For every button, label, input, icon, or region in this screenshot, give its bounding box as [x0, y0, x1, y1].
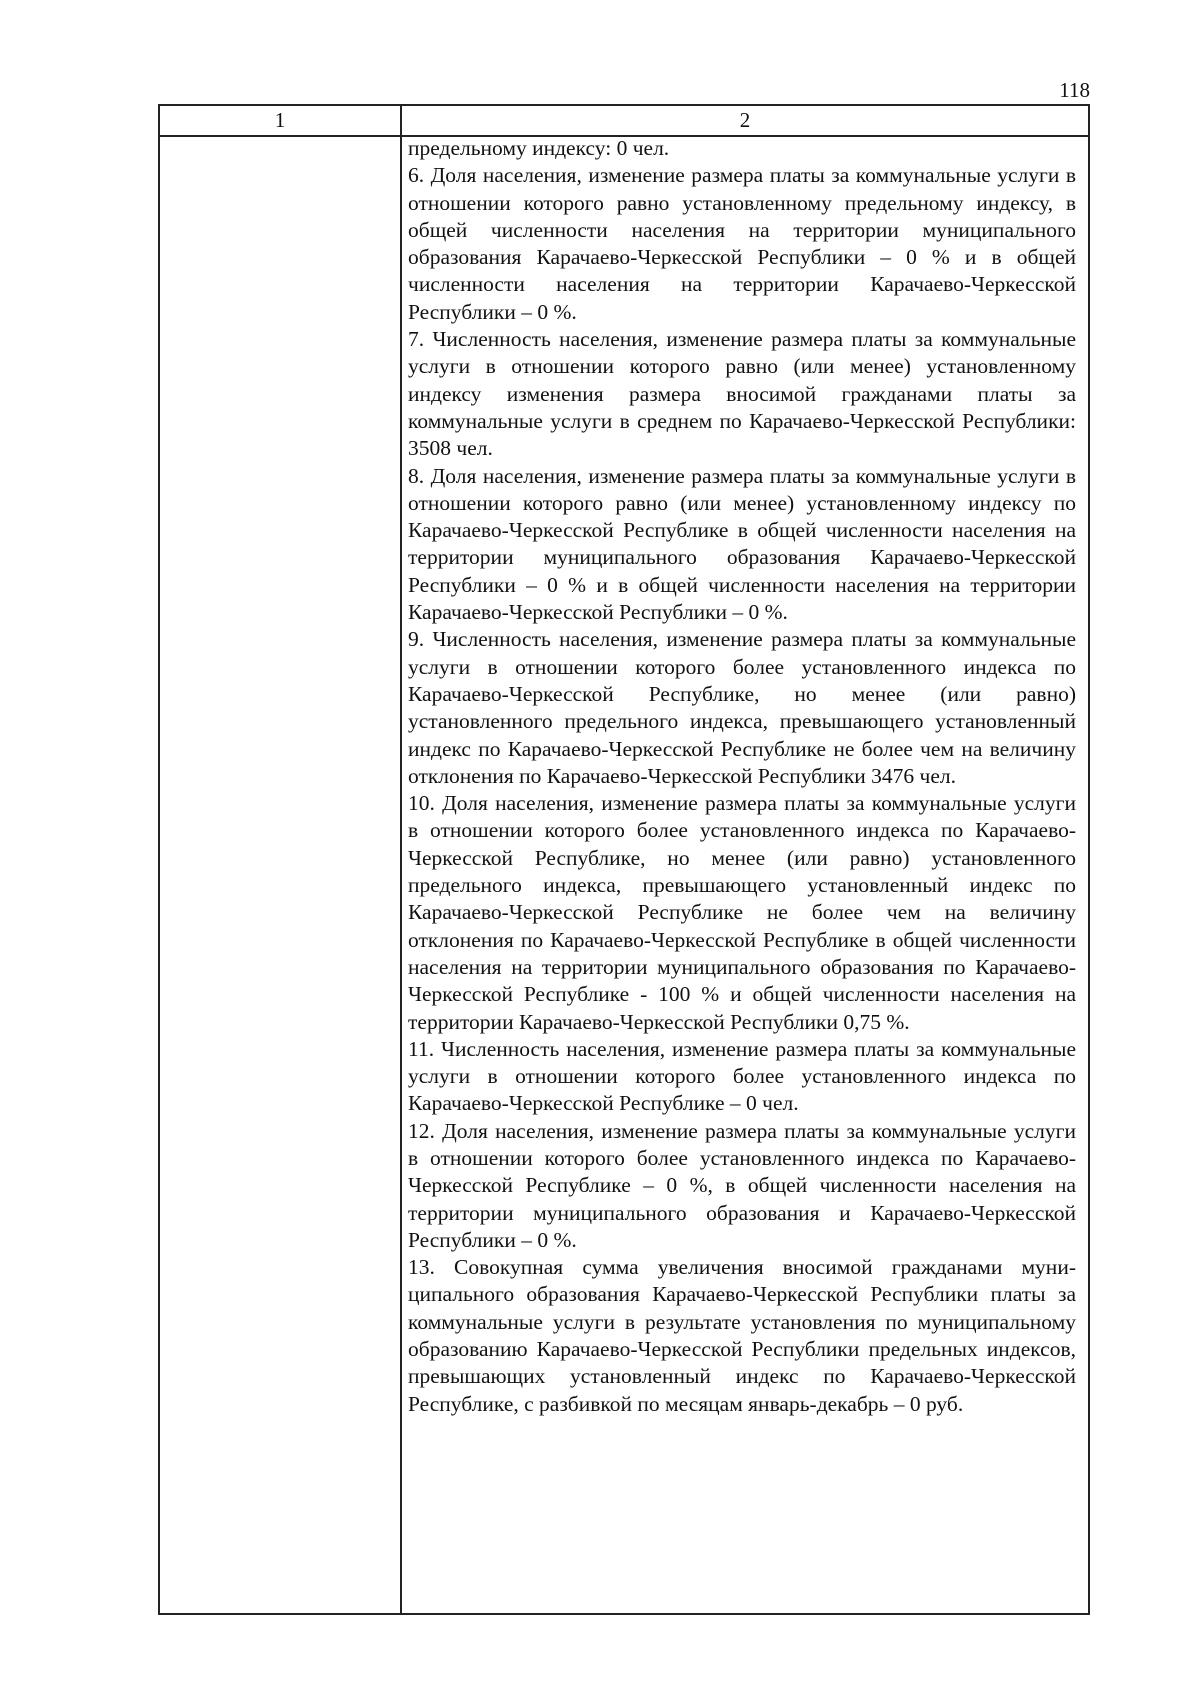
column-divider: [400, 106, 402, 1613]
paragraph-item-11: 11. Численность населения, изменение размера платы за коммунальные услуги в отношении которого более установленного индекса по Карачаево-Черкесской Республике – 0 чел.: [408, 1036, 1076, 1116]
paragraph-item-9: 9. Численность населения, изменение размера платы за коммунальные услуги в отношении которого более установленного индекса по Карачаево-Черкесской Республике, но менее (или равно) установленного предельного индекса, превышающего установленный индекс по Карачаево-Черкесской Республике не более чем на величину отклонения по Карачаево-Черкесской Республики 3476 чел.: [408, 627, 1076, 788]
paragraph-continuation: предельному индексу: 0 чел.: [408, 136, 670, 160]
paragraph-item-13: 13. Совокупная сумма увеличения вносимой гражданами муниципального образования Карачаево-Черкесской Республики платы за коммунальные услуги в результате установления по муниципальному образованию Карачаево-Черкесской Республики предельных индексов, превышающих установленный индекс по Карачаево-Черкесской Республике, с разбивкой по месяцам январь-декабрь – 0 руб.: [408, 1255, 1076, 1416]
content-cell: [408, 135, 1076, 1418]
paragraph-item-8: 8. Доля населения, изменение размера платы за коммунальные услуги в отношении которого равно (или менее) установленному индексу по Карачаево-Черкесской Республике в общей численности населения на территории муниципального образования Карачаево-Черкесской Республики – 0 % и в общей численности населения на территории Карачаево-Черкесской Республики – 0 %.: [408, 463, 1076, 625]
header-cell-column-2: 2: [739, 108, 751, 132]
header-cell-column-1: 1: [274, 108, 286, 132]
paragraph-item-7: 7. Численность населения, изменение размера платы за коммунальные услуги в отношении которого равно (или менее) установленному индексу изменения размера вносимой гражданами платы за коммунальные услуги в среднем по Карачаево-Черкесской Республики: 3508 чел.: [408, 327, 1076, 461]
paragraph-item-12: 12. Доля населения, изменение размера платы за коммунальные услуги в отношении которого более установленного индекса по Карачаево-Черкесской Республике – 0 %, в общей численности населения на территории муниципального образования и Карачаево-Черкесской Республики – 0 %.: [408, 1118, 1076, 1252]
table-header-row: [160, 106, 1088, 137]
paragraph-item-6: 6. Доля населения, изменение размера платы за коммунальные услуги в отношении которого равно установленному предельному индексу, в общей численности населения на территории муниципального образования Карачаево-Черкесской Республики – 0 % и в общей численности населения на территории Карачаево-Черкесской Республики – 0 %.: [408, 163, 1076, 324]
paragraph-item-10: 10. Доля населения, изменение размера платы за коммунальные услуги в отношении которого более установленного индекса по Карачаево-Черкесской Республике, но менее (или равно) установленного предельного индекса, превышающего установленный индекс по Карачаево-Черкесской Республике не более чем на величину отклонения по Карачаево-Черкесской Республике в общей численности населения на территории муниципального образования по Карачаево-Черкесской Республике - 100 % и общей численности населения на территории Карачаево-Черкесской Республики 0,75 %.: [408, 791, 1076, 1034]
document-table: [158, 104, 1090, 1615]
page-number: 118: [1059, 78, 1090, 102]
